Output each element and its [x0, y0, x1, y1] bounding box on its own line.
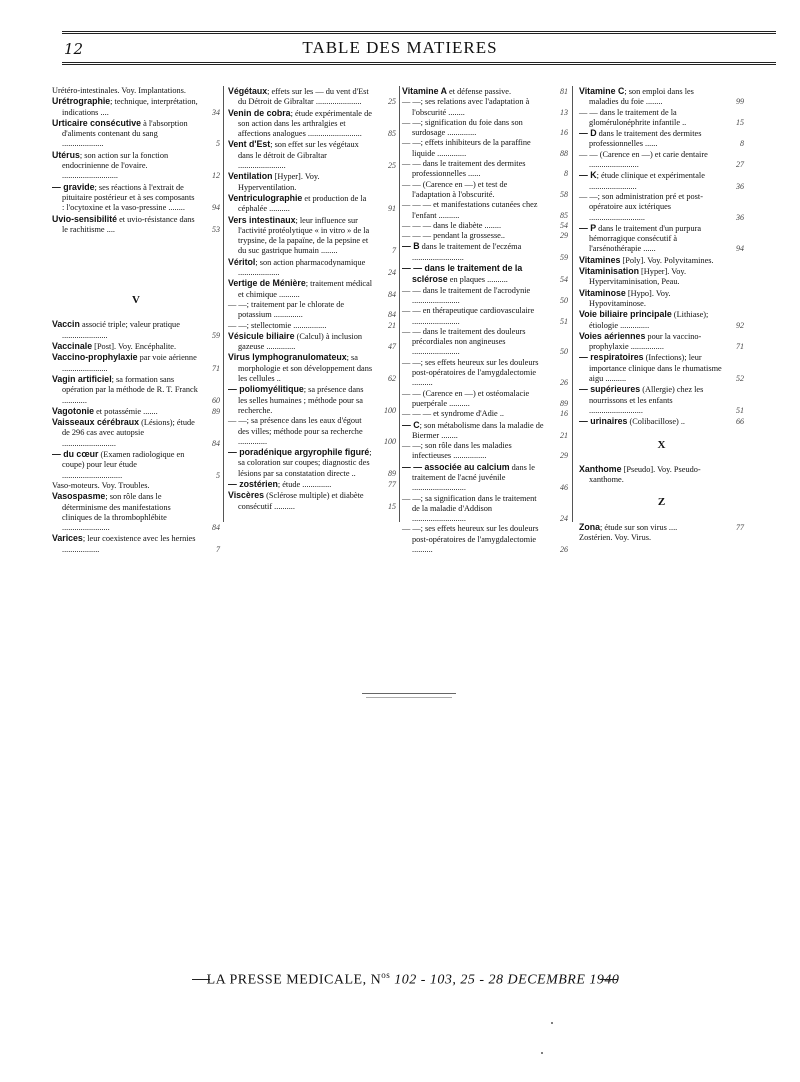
entry-text: — C; son métabolisme dans la maladie de Biermer ........ — [402, 419, 544, 440]
entry-text: Vagin artificiel; sa formation sans opération par la méthode de R. T. Franck ............ — [52, 373, 198, 405]
index-entry — [52, 352, 220, 374]
index-entry — [52, 341, 220, 352]
entry-text: — — en thérapeutique cardiovasculaire ....................... — [402, 306, 535, 326]
index-entry — [402, 462, 568, 494]
entry-text: Varices; leur coexistence avec les hernies .................. — [52, 533, 196, 554]
entry-text: Xanthome [Pseudo]. Voy. Pseudo-xanthome. — [579, 463, 701, 485]
index-entry — [228, 86, 396, 108]
entry-text: Vaisseaux cérébraux (Lésions); étude de 296 cas avec autopsie .......................... — [52, 417, 195, 448]
entry-page-number: 15 — [736, 117, 744, 127]
entry-page-number: 13 — [560, 107, 568, 117]
entry-text: Utérus; son action sur la fonction endocrinienne de l'ovaire. ........................... — [52, 149, 169, 181]
entry-page-number: 26 — [560, 378, 568, 388]
entry-page-number: 15 — [388, 501, 396, 511]
index-entry — [228, 321, 396, 331]
entry-page-number: 50 — [560, 347, 568, 357]
entry-text: — urinaires (Colibacillose) .. — [579, 416, 686, 427]
entry-text: — —; ses effets heureux sur les douleurs post-opératoires de l'amygdalectomie .......... — [402, 357, 539, 388]
page-number: 12 — [64, 40, 84, 58]
entry-text: Ventriculographie et production de la céphalée .......... — [228, 192, 367, 214]
index-entry — [228, 331, 396, 353]
entry-page-number: 29 — [560, 231, 568, 241]
entry-page-number: 26 — [560, 545, 568, 555]
entry-text: Voies aériennes pour la vaccino-prophylaxie ................ — [579, 330, 702, 352]
index-entry — [52, 118, 220, 150]
entry-text: Végétaux; effets sur les — du vent d'Est du Détroit de Gibraltar ...................... — [228, 86, 369, 107]
index-entry — [402, 441, 568, 462]
entry-text: — —; ses relations avec l'adaptation à l'obscurité ........ — [402, 97, 530, 117]
entry-page-number: 7 — [392, 246, 396, 256]
index-entry — [402, 221, 568, 231]
entry-page-number: 84 — [388, 310, 396, 320]
index-entry — [52, 150, 220, 182]
index-entry — [228, 447, 396, 479]
entry-text: — zostérien; étude .............. — [228, 478, 332, 489]
index-entry — [52, 533, 220, 555]
entry-page-number: 46 — [560, 483, 568, 493]
entry-page-number: 51 — [560, 316, 568, 326]
index-entry — [579, 192, 744, 223]
header-bottom-rule — [62, 62, 776, 65]
index-entry — [228, 139, 396, 171]
print-speck — [541, 1052, 543, 1054]
entry-page-number: 94 — [212, 203, 220, 213]
index-entry — [579, 255, 744, 266]
entry-page-number: 16 — [560, 409, 568, 419]
index-entry — [402, 86, 568, 97]
entry-page-number: 84 — [212, 438, 220, 448]
entry-text: Zona; étude sur son virus .... — [579, 521, 678, 532]
entry-text: — poliomyélitique; sa présence dans les selles humaines ; méthode pour sa recherche. — [228, 384, 364, 415]
entry-page-number: 91 — [388, 204, 396, 214]
entry-text: Vagotonie et potassémie ....... — [52, 405, 158, 416]
column-divider — [572, 86, 573, 522]
entry-text: — —; sa signification dans le traitement de la maladie d'Addison .......................... — [402, 493, 537, 524]
index-entry — [579, 266, 744, 288]
entry-text: Ventilation [Hyper]. Voy. Hyperventilation. — [228, 171, 320, 192]
index-entry — [579, 170, 744, 192]
entry-page-number: 51 — [736, 405, 744, 415]
entry-text: Urétéro-intestinales. Voy. Implantations. — [52, 86, 186, 95]
index-entry — [402, 231, 568, 241]
entry-text: — — dans le traitement des dermites professionnelles ...... — [402, 159, 526, 179]
index-entry — [52, 406, 220, 417]
entry-text: — — dans le traitement de la glomérulonéphrite infantile .. — [579, 107, 687, 127]
entry-page-number: 59 — [560, 252, 568, 262]
entry-page-number: 24 — [560, 514, 568, 524]
index-entry — [402, 138, 568, 159]
page-title: TABLE DES MATIERES — [302, 38, 498, 57]
entry-text: Vitamines [Poly]. Voy. Polyvitamines. — [579, 254, 714, 265]
index-entry — [52, 481, 220, 491]
entry-text: Véritol; son action pharmacodynamique .................... — [228, 256, 366, 278]
entry-text: — —; ses effets heureux sur les douleurs post-opératoires de l'amygdalectomie .......... — [402, 524, 539, 555]
entry-page-number: 52 — [736, 374, 744, 384]
entry-text: — — — pendant la grossesse.. — [402, 231, 506, 241]
entry-page-number: 89 — [388, 468, 396, 478]
index-entry — [402, 420, 568, 442]
print-speck — [551, 1022, 553, 1024]
index-entry — [52, 214, 220, 236]
index-entry — [402, 358, 568, 389]
index-entry — [402, 494, 568, 525]
entry-page-number: 81 — [560, 87, 568, 96]
index-entry — [228, 215, 396, 257]
entry-page-number: 53 — [212, 224, 220, 234]
entry-page-number: 47 — [388, 342, 396, 352]
index-entry — [228, 193, 396, 215]
entry-text: — K; étude clinique et expérimentale ....................... — [579, 170, 705, 191]
entry-page-number: 5 — [216, 470, 220, 480]
entry-page-number: 25 — [388, 161, 396, 171]
entry-text: Vitaminisation [Hyper]. Voy. Hypervitaminisation, Peau. — [579, 266, 687, 287]
entry-page-number: 21 — [388, 320, 396, 330]
entry-text: Vaso-moteurs. Voy. Troubles. — [52, 480, 150, 490]
entry-text: — — — et syndrome d'Adie .. — [402, 409, 504, 419]
index-entry — [228, 490, 396, 512]
entry-page-number: 71 — [736, 342, 744, 352]
index-entry — [402, 524, 568, 555]
index-entry — [402, 159, 568, 180]
index-entry — [402, 327, 568, 358]
entry-page-number: 85 — [560, 210, 568, 220]
entry-text: — P dans le traitement d'un purpura hémorragique consécutif à l'arsénothérapie ...... — [579, 222, 702, 254]
section-letter: V — [132, 294, 140, 307]
index-entry — [52, 96, 220, 118]
entry-page-number: 84 — [212, 523, 220, 533]
entry-page-number: 21 — [560, 430, 568, 440]
footer-number-suffix: os — [381, 970, 391, 980]
entry-text: — — associée au calcium dans le traitement de l'acné juvénile .......................... — [402, 461, 535, 493]
index-entry — [402, 286, 568, 307]
index-entry — [52, 86, 220, 96]
entry-page-number: 77 — [736, 522, 744, 532]
entry-page-number: 92 — [736, 320, 744, 330]
entry-text: — — dans le traitement des douleurs précordiales non angineuses ....................... — [402, 326, 526, 357]
entry-text: Vent d'Est; son effet sur les végétaux dans le détroit de Gibraltar ....................... — [228, 139, 359, 171]
entry-text: Urticaire consécutive à l'absorption d'aliments contenant du sang .................... — [52, 117, 188, 149]
section-letter: Z — [657, 496, 666, 509]
index-entry — [579, 331, 744, 353]
index-entry — [228, 300, 396, 321]
index-entry — [228, 278, 396, 300]
entry-text: Vésicule biliaire (Calcul) à inclusion gazeuse .............. — [228, 330, 363, 352]
entry-page-number: 24 — [388, 268, 396, 278]
entry-page-number: 8 — [740, 139, 744, 149]
entry-page-number: 25 — [388, 97, 396, 107]
index-entry — [228, 384, 396, 416]
entry-text: — — — dans le diabète ........ — [402, 220, 502, 230]
index-entry — [579, 533, 744, 543]
entry-text: Vaccino-prophylaxie par voie aérienne ...................... — [52, 352, 197, 373]
entry-page-number: 94 — [736, 244, 744, 254]
entry-text: — — dans le traitement de l'acrodynie ....................... — [402, 285, 531, 305]
entry-page-number: 66 — [736, 417, 744, 427]
entry-text: Vertige de Ménière; traitement médical et chimique .......... — [228, 278, 373, 299]
entry-page-number: 85 — [388, 129, 396, 139]
entry-page-number: 89 — [560, 398, 568, 408]
entry-page-number: 34 — [212, 107, 220, 117]
entry-page-number: 58 — [560, 189, 568, 199]
entry-page-number: 62 — [388, 374, 396, 384]
entry-text: — — (Carence en —) et ostéomalacie puerpérale .......... — [402, 388, 530, 408]
entry-page-number: 5 — [216, 139, 220, 149]
index-entry — [579, 223, 744, 255]
index-entry — [579, 108, 744, 129]
entry-text: — — — et manifestations cutanées chez l'enfant .......... — [402, 200, 538, 220]
entry-text: Virus lymphogranulomateux; sa morphologie et son développement dans les cellules .. — [228, 352, 373, 384]
separator-rule — [366, 697, 452, 698]
footer-rule — [600, 979, 618, 980]
entry-page-number: 16 — [560, 128, 568, 138]
index-entry — [402, 97, 568, 118]
entry-text: — —; traitement par le chlorate de potassium .............. — [228, 299, 345, 320]
entry-page-number: 50 — [560, 295, 568, 305]
index-entry — [579, 352, 744, 384]
index-entry — [402, 180, 568, 201]
index-entry — [579, 128, 744, 150]
index-entry — [228, 416, 396, 447]
entry-page-number: 12 — [212, 171, 220, 181]
index-entry — [579, 309, 744, 331]
entry-text: — — (Carence en —) et carie dentaire ........................ — [579, 149, 708, 170]
entry-text: Zostérien. Voy. Virus. — [579, 532, 652, 542]
entry-page-number: 54 — [560, 275, 568, 285]
entry-text: — poradénique argyrophile figuré; sa coloration sur coupes; diagnostic des lésions par sa constatation directe .. — [228, 447, 372, 478]
index-entry — [579, 86, 744, 108]
index-column-1 — [52, 86, 220, 555]
index-entry — [579, 522, 744, 533]
entry-text: — — dans le traitement de la sclérose en plaques .......... — [402, 263, 523, 285]
index-entry — [402, 306, 568, 327]
entry-text: Viscères (Sclérose multiple) et diabète consécutif .......... — [228, 490, 364, 511]
entry-page-number: 99 — [736, 97, 744, 107]
entry-text: Urétrographie; technique, interprétation, indications .... — [52, 96, 198, 117]
entry-text: — du cœur (Examen radiologique en coupe) pour leur étude ............................. — [52, 449, 185, 480]
index-entry — [579, 288, 744, 310]
index-column-4 — [579, 86, 744, 543]
entry-text: — —; effets inhibiteurs de la paraffine liquide .............. — [402, 138, 531, 158]
entry-text: — D dans le traitement des dermites professionnelles ...... — [579, 128, 702, 149]
entry-page-number: 88 — [560, 148, 568, 158]
entry-page-number: 71 — [212, 363, 220, 373]
entry-text: Vaccin associé triple; valeur pratique ...................... — [52, 319, 180, 340]
separator-rule — [362, 693, 456, 694]
index-entry — [579, 416, 744, 427]
index-entry — [52, 449, 220, 481]
entry-page-number: 36 — [736, 181, 744, 191]
entry-page-number: 54 — [560, 220, 568, 230]
entry-page-number: 89 — [212, 406, 220, 416]
entry-page-number: 27 — [736, 160, 744, 170]
index-entry — [579, 464, 744, 486]
index-entry — [579, 150, 744, 171]
index-entry — [228, 479, 396, 490]
index-entry — [228, 171, 396, 193]
entry-text: — —; stellectomie ................ — [228, 320, 327, 330]
entry-page-number: 29 — [560, 451, 568, 461]
entry-text: — B dans le traitement de l'eczéma ......................... — [402, 241, 522, 262]
entry-page-number: 84 — [388, 289, 396, 299]
entry-text: — — (Carence en —) et test de l'adaptation à l'obscurité. — [402, 179, 508, 199]
index-entry — [402, 200, 568, 221]
entry-text: — —; sa présence dans les eaux d'égout des villes; méthode pour sa recherche .............. — [228, 416, 363, 446]
index-entry — [579, 384, 744, 416]
index-entry — [402, 263, 568, 286]
entry-text: — —; signification du foie dans son surdosage .............. — [402, 117, 523, 138]
entry-text: Vitaminose [Hypo]. Voy. Hypovitaminose. — [579, 287, 671, 308]
index-entry — [402, 389, 568, 410]
entry-page-number: 7 — [216, 544, 220, 554]
entry-page-number: 77 — [388, 479, 396, 489]
entry-page-number: 100 — [384, 405, 396, 415]
entry-text: — —; son administration pré et post-opératoire aux ictériques ........................... — [579, 191, 703, 222]
entry-page-number: 60 — [212, 395, 220, 405]
entry-page-number: 8 — [564, 169, 568, 179]
index-entry — [52, 182, 220, 214]
entry-text: Vaccinale [Post]. Voy. Encéphalite. — [52, 341, 177, 352]
index-entry — [52, 417, 220, 449]
index-entry — [228, 352, 396, 384]
entry-page-number: 59 — [212, 330, 220, 340]
entry-text: Venin de cobra; étude expérimentale de son action dans les arthralgies et affections analogues .......................... — [228, 107, 372, 139]
entry-text: Voie biliaire principale (Lithiase); étiologie .............. — [579, 309, 709, 330]
index-column-2 — [228, 86, 396, 512]
entry-text: Vitamine C; son emploi dans les maladies du foie ........ — [579, 86, 694, 107]
footer-issue: 102 - 103, 25 - 28 DECEMBRE 1940 — [394, 972, 620, 988]
entry-text: — —; son rôle dans les maladies infectieuses ................ — [402, 441, 512, 461]
entry-text: — gravide; ses réactions à l'extrait de pituitaire postérieur et à ses composants : l'ocytoxine et la vaso-pressine ........ — [52, 181, 195, 213]
index-entry — [52, 319, 220, 341]
footer — [0, 970, 800, 989]
column-divider — [399, 86, 400, 522]
index-entry — [402, 241, 568, 263]
index-entry — [402, 409, 568, 419]
entry-text: — respiratoires (Infections); leur importance clinique dans le rhumatisme aigu .......... — [579, 352, 722, 384]
entry-text: — supérieures (Allergie) chez les nourrissons et les enfants .......................... — [579, 384, 704, 415]
index-entry — [52, 374, 220, 406]
entry-text: Vitamine A et défense passive. — [402, 86, 512, 96]
section-letter: X — [657, 438, 666, 451]
entry-text: Vers intestinaux; leur influence sur l'activité protéolytique « in vitro » de la trypsine, de la papaïne, de la pepsine et du suc gastrique humain ........ — [228, 214, 370, 256]
entry-text: Vasospasme; son rôle dans le déterminisme des manifestations cliniques de la thrombophlébite ....................... — [52, 491, 171, 533]
index-entry — [52, 491, 220, 533]
entry-text: Uvio-sensibilité et uvio-résistance dans le rachitisme .... — [52, 213, 195, 234]
index-entry — [228, 108, 396, 140]
entry-page-number: 36 — [736, 212, 744, 222]
column-divider — [223, 86, 224, 522]
header-top-rule — [62, 31, 776, 34]
index-column-3 — [402, 86, 568, 555]
footer-publication: LA PRESSE MEDICALE, N — [206, 972, 382, 988]
entry-page-number: 100 — [384, 436, 396, 446]
index-entry — [228, 257, 396, 279]
index-entry — [402, 118, 568, 139]
